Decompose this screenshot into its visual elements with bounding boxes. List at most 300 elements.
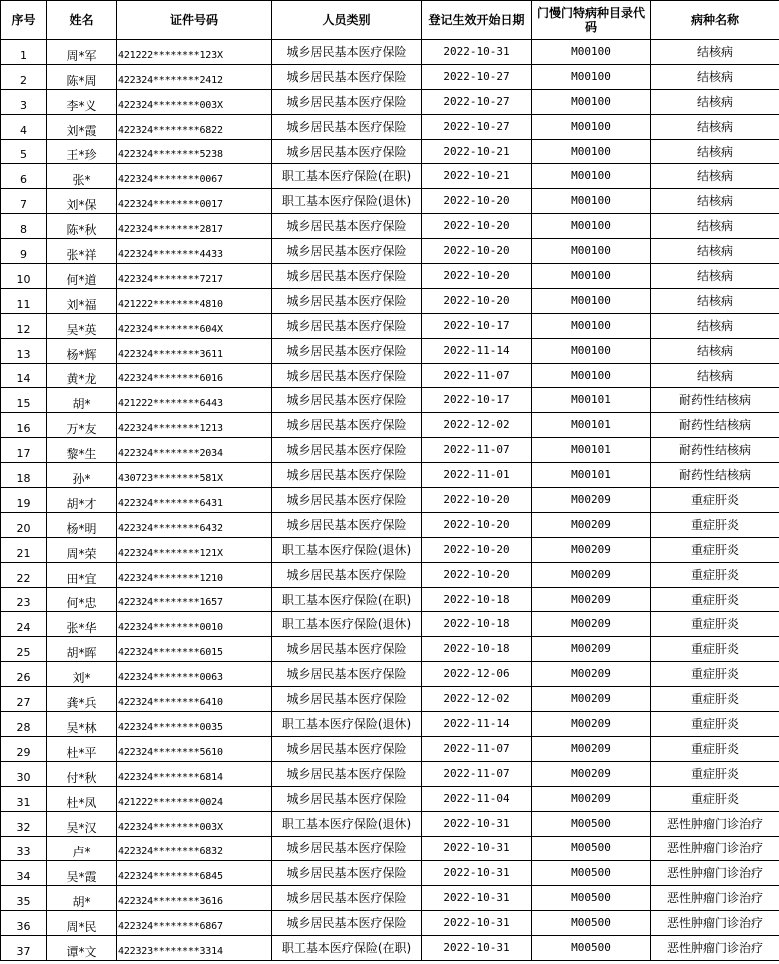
table-row — [1, 612, 779, 637]
person-name: 胡* — [47, 388, 117, 413]
table-row — [1, 911, 779, 936]
id-number: 422324********0067 — [117, 164, 272, 189]
disease-name: 耐药性结核病 — [651, 388, 779, 413]
disease-code: M00209 — [532, 637, 651, 662]
start-date: 2022-10-27 — [422, 114, 532, 139]
header-row — [1, 1, 779, 40]
start-date: 2022-11-14 — [422, 338, 532, 363]
person-name: 田*宜 — [47, 562, 117, 587]
table-row — [1, 761, 779, 786]
id-number: 422324********604X — [117, 313, 272, 338]
start-date: 2022-11-14 — [422, 712, 532, 737]
header-disease-name: 病种名称 — [651, 1, 779, 40]
person-name: 杜*平 — [47, 736, 117, 761]
row-index: 27 — [1, 687, 47, 712]
disease-code: M00100 — [532, 64, 651, 89]
disease-name: 重症肝炎 — [651, 537, 779, 562]
header-index: 序号 — [1, 1, 47, 40]
person-category: 城乡居民基本医疗保险 — [272, 861, 422, 886]
header-person-category: 人员类别 — [272, 1, 422, 40]
table-row — [1, 811, 779, 836]
row-index: 31 — [1, 786, 47, 811]
disease-code: M00100 — [532, 239, 651, 264]
row-index: 18 — [1, 463, 47, 488]
person-category: 城乡居民基本医疗保险 — [272, 886, 422, 911]
table-row — [1, 562, 779, 587]
table-row — [1, 363, 779, 388]
person-name: 卢* — [47, 836, 117, 861]
person-category: 职工基本医疗保险(退休) — [272, 537, 422, 562]
disease-name: 恶性肿瘤门诊治疗 — [651, 936, 779, 961]
header-name: 姓名 — [47, 1, 117, 40]
row-index: 8 — [1, 214, 47, 239]
id-number: 422324********0063 — [117, 662, 272, 687]
disease-name: 重症肝炎 — [651, 637, 779, 662]
start-date: 2022-10-20 — [422, 214, 532, 239]
person-category: 城乡居民基本医疗保险 — [272, 761, 422, 786]
disease-name: 重症肝炎 — [651, 786, 779, 811]
person-name: 吴*英 — [47, 313, 117, 338]
table-row — [1, 861, 779, 886]
person-category: 城乡居民基本医疗保险 — [272, 836, 422, 861]
disease-code: M00100 — [532, 214, 651, 239]
row-index: 13 — [1, 338, 47, 363]
person-name: 万*友 — [47, 413, 117, 438]
start-date: 2022-10-18 — [422, 637, 532, 662]
person-category: 城乡居民基本医疗保险 — [272, 114, 422, 139]
person-category: 城乡居民基本医疗保险 — [272, 264, 422, 289]
disease-name: 重症肝炎 — [651, 662, 779, 687]
table-row — [1, 89, 779, 114]
disease-code: M00101 — [532, 463, 651, 488]
id-number: 422324********6867 — [117, 911, 272, 936]
disease-name: 结核病 — [651, 189, 779, 214]
person-category: 城乡居民基本医疗保险 — [272, 413, 422, 438]
disease-name: 结核病 — [651, 40, 779, 65]
disease-code: M00500 — [532, 911, 651, 936]
disease-name: 重症肝炎 — [651, 488, 779, 513]
table-row — [1, 687, 779, 712]
table-row — [1, 736, 779, 761]
disease-code: M00500 — [532, 811, 651, 836]
disease-code: M00209 — [532, 512, 651, 537]
start-date: 2022-10-20 — [422, 239, 532, 264]
id-number: 422324********6015 — [117, 637, 272, 662]
id-number: 422324********1210 — [117, 562, 272, 587]
start-date: 2022-10-20 — [422, 189, 532, 214]
table-row — [1, 338, 779, 363]
person-name: 杨*辉 — [47, 338, 117, 363]
start-date: 2022-11-07 — [422, 363, 532, 388]
person-category: 城乡居民基本医疗保险 — [272, 662, 422, 687]
table-row — [1, 388, 779, 413]
row-index: 29 — [1, 736, 47, 761]
row-index: 17 — [1, 438, 47, 463]
disease-name: 耐药性结核病 — [651, 463, 779, 488]
id-number: 422324********5238 — [117, 139, 272, 164]
row-index: 34 — [1, 861, 47, 886]
disease-code: M00100 — [532, 164, 651, 189]
id-number: 422324********2034 — [117, 438, 272, 463]
start-date: 2022-10-31 — [422, 811, 532, 836]
disease-code: M00100 — [532, 40, 651, 65]
id-number: 422324********0010 — [117, 612, 272, 637]
start-date: 2022-10-20 — [422, 264, 532, 289]
person-category: 职工基本医疗保险(退休) — [272, 712, 422, 737]
disease-name: 重症肝炎 — [651, 712, 779, 737]
person-name: 吴*霞 — [47, 861, 117, 886]
start-date: 2022-10-20 — [422, 288, 532, 313]
person-category: 职工基本医疗保险(退休) — [272, 612, 422, 637]
header-start-date: 登记生效开始日期 — [422, 1, 532, 40]
start-date: 2022-10-27 — [422, 89, 532, 114]
row-index: 23 — [1, 587, 47, 612]
table-row — [1, 264, 779, 289]
person-category: 城乡居民基本医疗保险 — [272, 338, 422, 363]
person-category: 城乡居民基本医疗保险 — [272, 562, 422, 587]
disease-name: 结核病 — [651, 288, 779, 313]
id-number: 421222********0024 — [117, 786, 272, 811]
person-name: 张* — [47, 164, 117, 189]
table-row — [1, 214, 779, 239]
id-number: 422324********6432 — [117, 512, 272, 537]
start-date: 2022-11-07 — [422, 761, 532, 786]
table-row — [1, 936, 779, 961]
id-number: 422324********6016 — [117, 363, 272, 388]
table-row — [1, 488, 779, 513]
row-index: 24 — [1, 612, 47, 637]
table-row — [1, 438, 779, 463]
person-category: 城乡居民基本医疗保险 — [272, 214, 422, 239]
disease-name: 恶性肿瘤门诊治疗 — [651, 886, 779, 911]
person-category: 城乡居民基本医疗保险 — [272, 388, 422, 413]
table-row — [1, 139, 779, 164]
start-date: 2022-12-02 — [422, 687, 532, 712]
person-category: 职工基本医疗保险(在职) — [272, 587, 422, 612]
id-number: 422324********5610 — [117, 736, 272, 761]
start-date: 2022-10-31 — [422, 936, 532, 961]
id-number: 422324********0035 — [117, 712, 272, 737]
table-row — [1, 712, 779, 737]
person-category: 城乡居民基本医疗保险 — [272, 512, 422, 537]
person-category: 城乡居民基本医疗保险 — [272, 911, 422, 936]
table-row — [1, 886, 779, 911]
start-date: 2022-11-07 — [422, 736, 532, 761]
table-row — [1, 114, 779, 139]
id-number: 421222********4810 — [117, 288, 272, 313]
disease-name: 结核病 — [651, 338, 779, 363]
disease-code: M00100 — [532, 89, 651, 114]
disease-name: 结核病 — [651, 139, 779, 164]
person-category: 城乡居民基本医疗保险 — [272, 687, 422, 712]
id-number: 422324********1657 — [117, 587, 272, 612]
row-index: 3 — [1, 89, 47, 114]
start-date: 2022-10-17 — [422, 313, 532, 338]
row-index: 22 — [1, 562, 47, 587]
person-name: 周*民 — [47, 911, 117, 936]
row-index: 33 — [1, 836, 47, 861]
id-number: 422324********121X — [117, 537, 272, 562]
table-row — [1, 189, 779, 214]
id-number: 422324********0017 — [117, 189, 272, 214]
person-category: 城乡居民基本医疗保险 — [272, 463, 422, 488]
disease-name: 恶性肿瘤门诊治疗 — [651, 861, 779, 886]
disease-name: 结核病 — [651, 64, 779, 89]
person-name: 刘*霞 — [47, 114, 117, 139]
person-name: 刘* — [47, 662, 117, 687]
id-number: 422324********6814 — [117, 761, 272, 786]
person-name: 黎*生 — [47, 438, 117, 463]
disease-name: 结核病 — [651, 214, 779, 239]
id-number: 422324********003X — [117, 811, 272, 836]
disease-name: 结核病 — [651, 164, 779, 189]
disease-code: M00209 — [532, 488, 651, 513]
disease-name: 恶性肿瘤门诊治疗 — [651, 836, 779, 861]
person-name: 何*道 — [47, 264, 117, 289]
row-index: 36 — [1, 911, 47, 936]
row-index: 6 — [1, 164, 47, 189]
id-number: 422324********4433 — [117, 239, 272, 264]
row-index: 2 — [1, 64, 47, 89]
row-index: 30 — [1, 761, 47, 786]
table-header — [1, 1, 779, 40]
person-name: 周*荣 — [47, 537, 117, 562]
start-date: 2022-11-07 — [422, 438, 532, 463]
id-number: 422324********6431 — [117, 488, 272, 513]
person-category: 职工基本医疗保险(退休) — [272, 189, 422, 214]
row-index: 25 — [1, 637, 47, 662]
table-row — [1, 537, 779, 562]
person-category: 城乡居民基本医疗保险 — [272, 488, 422, 513]
person-name: 周*军 — [47, 40, 117, 65]
row-index: 15 — [1, 388, 47, 413]
id-number: 422324********6410 — [117, 687, 272, 712]
disease-code: M00101 — [532, 413, 651, 438]
person-name: 吴*林 — [47, 712, 117, 737]
person-category: 城乡居民基本医疗保险 — [272, 736, 422, 761]
person-name: 孙* — [47, 463, 117, 488]
row-index: 26 — [1, 662, 47, 687]
start-date: 2022-11-01 — [422, 463, 532, 488]
table-row — [1, 313, 779, 338]
disease-name: 重症肝炎 — [651, 562, 779, 587]
person-category: 城乡居民基本医疗保险 — [272, 139, 422, 164]
id-number: 422324********2412 — [117, 64, 272, 89]
person-category: 城乡居民基本医疗保险 — [272, 786, 422, 811]
person-category: 城乡居民基本医疗保险 — [272, 40, 422, 65]
row-index: 1 — [1, 40, 47, 65]
table-row — [1, 786, 779, 811]
person-category: 城乡居民基本医疗保险 — [272, 313, 422, 338]
row-index: 21 — [1, 537, 47, 562]
start-date: 2022-10-31 — [422, 911, 532, 936]
person-name: 张*祥 — [47, 239, 117, 264]
start-date: 2022-10-20 — [422, 512, 532, 537]
disease-code: M00100 — [532, 288, 651, 313]
person-category: 城乡居民基本医疗保险 — [272, 363, 422, 388]
person-name: 何*忠 — [47, 587, 117, 612]
person-category: 城乡居民基本医疗保险 — [272, 89, 422, 114]
disease-code: M00500 — [532, 886, 651, 911]
id-number: 422323********3314 — [117, 936, 272, 961]
start-date: 2022-10-21 — [422, 164, 532, 189]
disease-code: M00100 — [532, 363, 651, 388]
start-date: 2022-12-06 — [422, 662, 532, 687]
start-date: 2022-12-02 — [422, 413, 532, 438]
disease-code: M00209 — [532, 587, 651, 612]
table-row — [1, 239, 779, 264]
disease-name: 重症肝炎 — [651, 736, 779, 761]
person-category: 城乡居民基本医疗保险 — [272, 438, 422, 463]
disease-name: 耐药性结核病 — [651, 438, 779, 463]
person-category: 职工基本医疗保险(在职) — [272, 936, 422, 961]
disease-name: 重症肝炎 — [651, 761, 779, 786]
person-category: 城乡居民基本医疗保险 — [272, 239, 422, 264]
person-name: 刘*福 — [47, 288, 117, 313]
row-index: 37 — [1, 936, 47, 961]
disease-code: M00209 — [532, 736, 651, 761]
row-index: 10 — [1, 264, 47, 289]
person-name: 龚*兵 — [47, 687, 117, 712]
start-date: 2022-10-31 — [422, 861, 532, 886]
disease-name: 重症肝炎 — [651, 512, 779, 537]
disease-code: M00209 — [532, 687, 651, 712]
disease-name: 结核病 — [651, 239, 779, 264]
person-name: 陈*秋 — [47, 214, 117, 239]
table-row — [1, 836, 779, 861]
row-index: 19 — [1, 488, 47, 513]
person-category: 城乡居民基本医疗保险 — [272, 64, 422, 89]
person-name: 李*义 — [47, 89, 117, 114]
row-index: 20 — [1, 512, 47, 537]
person-name: 付*秋 — [47, 761, 117, 786]
person-name: 杜*凤 — [47, 786, 117, 811]
header-disease-code: 门慢门特病种目录代码 — [532, 1, 651, 40]
table-row — [1, 40, 779, 65]
id-number: 422324********6822 — [117, 114, 272, 139]
disease-name: 重症肝炎 — [651, 687, 779, 712]
person-category: 职工基本医疗保险(在职) — [272, 164, 422, 189]
disease-name: 结核病 — [651, 89, 779, 114]
table-row — [1, 288, 779, 313]
id-number: 422324********7217 — [117, 264, 272, 289]
person-name: 胡*才 — [47, 488, 117, 513]
header-id-number: 证件号码 — [117, 1, 272, 40]
disease-code: M00209 — [532, 786, 651, 811]
person-name: 胡*晖 — [47, 637, 117, 662]
start-date: 2022-10-20 — [422, 488, 532, 513]
disease-code: M00100 — [532, 313, 651, 338]
disease-code: M00500 — [532, 861, 651, 886]
id-number: 422324********3611 — [117, 338, 272, 363]
disease-code: M00500 — [532, 936, 651, 961]
id-number: 421222********6443 — [117, 388, 272, 413]
table-row — [1, 637, 779, 662]
start-date: 2022-10-20 — [422, 562, 532, 587]
row-index: 11 — [1, 288, 47, 313]
row-index: 35 — [1, 886, 47, 911]
person-name: 杨*明 — [47, 512, 117, 537]
id-number: 422324********2817 — [117, 214, 272, 239]
row-index: 4 — [1, 114, 47, 139]
table-row — [1, 463, 779, 488]
disease-code: M00209 — [532, 761, 651, 786]
disease-code: M00100 — [532, 189, 651, 214]
id-number: 430723********581X — [117, 463, 272, 488]
disease-code: M00100 — [532, 114, 651, 139]
start-date: 2022-10-27 — [422, 64, 532, 89]
id-number: 422324********3616 — [117, 886, 272, 911]
disease-name: 恶性肿瘤门诊治疗 — [651, 911, 779, 936]
table-row — [1, 413, 779, 438]
start-date: 2022-10-18 — [422, 587, 532, 612]
row-index: 12 — [1, 313, 47, 338]
disease-name: 重症肝炎 — [651, 587, 779, 612]
id-number: 421222********123X — [117, 40, 272, 65]
table-row — [1, 587, 779, 612]
row-index: 5 — [1, 139, 47, 164]
disease-code: M00100 — [532, 264, 651, 289]
person-category: 城乡居民基本医疗保险 — [272, 637, 422, 662]
disease-name: 重症肝炎 — [651, 612, 779, 637]
disease-code: M00500 — [532, 836, 651, 861]
start-date: 2022-10-21 — [422, 139, 532, 164]
id-number: 422324********6845 — [117, 861, 272, 886]
row-index: 16 — [1, 413, 47, 438]
person-name: 刘*保 — [47, 189, 117, 214]
start-date: 2022-11-04 — [422, 786, 532, 811]
disease-name: 耐药性结核病 — [651, 413, 779, 438]
id-number: 422324********003X — [117, 89, 272, 114]
disease-code: M00209 — [532, 612, 651, 637]
table-row — [1, 64, 779, 89]
disease-name: 结核病 — [651, 313, 779, 338]
disease-code: M00100 — [532, 338, 651, 363]
person-name: 陈*周 — [47, 64, 117, 89]
person-name: 谭*文 — [47, 936, 117, 961]
start-date: 2022-10-17 — [422, 388, 532, 413]
start-date: 2022-10-20 — [422, 537, 532, 562]
table-row — [1, 512, 779, 537]
row-index: 28 — [1, 712, 47, 737]
id-number: 422324********1213 — [117, 413, 272, 438]
row-index: 14 — [1, 363, 47, 388]
table-body — [1, 40, 779, 961]
disease-name: 恶性肿瘤门诊治疗 — [651, 811, 779, 836]
disease-code: M00209 — [532, 712, 651, 737]
disease-code: M00100 — [532, 139, 651, 164]
start-date: 2022-10-31 — [422, 40, 532, 65]
start-date: 2022-10-18 — [422, 612, 532, 637]
person-name: 吴*汉 — [47, 811, 117, 836]
person-category: 城乡居民基本医疗保险 — [272, 288, 422, 313]
disease-name: 结核病 — [651, 363, 779, 388]
row-index: 7 — [1, 189, 47, 214]
table-row — [1, 164, 779, 189]
disease-code: M00209 — [532, 662, 651, 687]
start-date: 2022-10-31 — [422, 886, 532, 911]
disease-code: M00209 — [532, 537, 651, 562]
person-category: 职工基本医疗保险(退休) — [272, 811, 422, 836]
row-index: 32 — [1, 811, 47, 836]
disease-code: M00209 — [532, 562, 651, 587]
disease-name: 结核病 — [651, 264, 779, 289]
start-date: 2022-10-31 — [422, 836, 532, 861]
disease-name: 结核病 — [651, 114, 779, 139]
person-name: 黄*龙 — [47, 363, 117, 388]
row-index: 9 — [1, 239, 47, 264]
table-row — [1, 662, 779, 687]
